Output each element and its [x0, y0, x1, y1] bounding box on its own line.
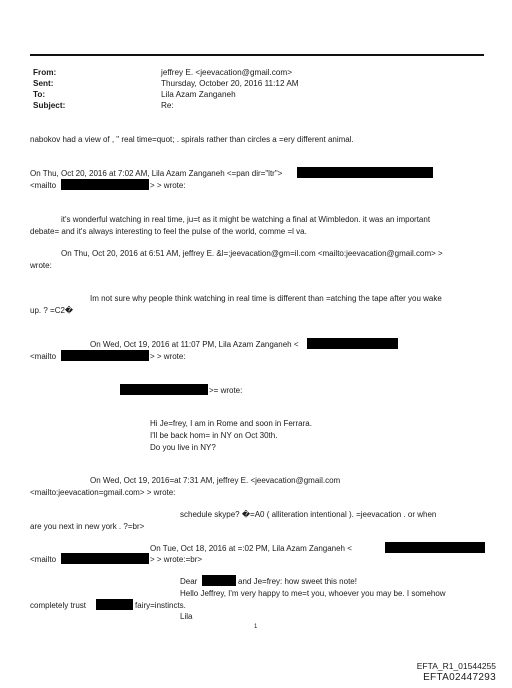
- body-line: and Je=frey: how sweet this note!: [238, 577, 357, 586]
- body-line: Hi Je=frey, I am in Rome and soon in Ferrara.: [150, 419, 312, 428]
- body-line: up. ? =C2�: [30, 306, 74, 315]
- body-line: <mailto:jeevacation=gmail.com> > wrote:: [30, 488, 176, 497]
- redaction-box: [297, 167, 433, 178]
- body-line: <mailto: [30, 555, 57, 564]
- bates-number-small: EFTA_R1_01544255: [416, 661, 496, 671]
- body-line: wrote:: [30, 261, 52, 270]
- body-line: <mailto: [30, 181, 57, 190]
- redaction-box: [202, 575, 236, 586]
- redaction-box: [120, 384, 208, 395]
- to-value: Lila Azam Zanganeh: [161, 90, 236, 99]
- body-line: debate= and it's always interesting to feel the pulse of the world, comme =l va.: [30, 227, 307, 236]
- redaction-box: [385, 542, 485, 553]
- body-line: >= wrote:: [209, 386, 243, 395]
- body-line: Hello Jeffrey, I'm very happy to me=t you, whoever you may be. I somehow: [180, 589, 446, 598]
- page-number: 1: [254, 624, 258, 630]
- quote-header: On Thu, Oct 20, 2016 at 7:02 AM, Lila Azam Zanganeh <=pan dir="ltr">: [30, 169, 283, 178]
- body-line: > > wrote:: [150, 181, 186, 190]
- body-line: <mailto: [30, 352, 57, 361]
- sent-label: Sent:: [33, 79, 54, 88]
- quote-header: On Wed, Oct 19, 2016=at 7:31 AM, jeffrey E. <jeevacation@gmail.com: [90, 476, 341, 485]
- redaction-box: [61, 179, 149, 190]
- redaction-box: [61, 553, 149, 564]
- body-line: > > wrote:: [150, 352, 186, 361]
- body-line: schedule skype? �=A0 ( alliteration intentional ). =jeevacation . or when: [180, 510, 437, 519]
- redaction-box: [307, 338, 398, 349]
- subject-label: Subject:: [33, 101, 66, 110]
- body-line: nabokov had a view of , " real time=quot; . spirals rather than circles a =ery different animal.: [30, 135, 354, 144]
- sent-value: Thursday, October 20, 2016 11:12 AM: [161, 79, 299, 88]
- body-line: I'll be back hom= in NY on Oct 30th.: [150, 431, 278, 440]
- body-line: Do you live in NY?: [150, 443, 216, 452]
- from-label: From:: [33, 68, 57, 77]
- quote-header: On Wed, Oct 19, 2016 at 11:07 PM, Lila Azam Zanganeh <: [90, 340, 299, 349]
- header-rule: [30, 54, 484, 56]
- body-line: are you next in new york . ?=br>: [30, 522, 145, 531]
- subject-value: Re:: [161, 101, 174, 110]
- to-label: To:: [33, 90, 46, 99]
- body-line: completely trust: [30, 601, 87, 610]
- body-line: > > wrote:=br>: [150, 555, 203, 564]
- redaction-box: [96, 599, 133, 610]
- body-line: Im not sure why people think watching in real time is different than =atching the tape after you wake: [90, 294, 442, 303]
- body-line: fairy=instincts.: [135, 601, 186, 610]
- redaction-box: [61, 350, 149, 361]
- quote-header: On Thu, Oct 20, 2016 at 6:51 AM, jeffrey E. &l=;jeevacation@gm=il.com <mailto:jeevacation@gmail.com> >: [61, 249, 443, 258]
- bates-number-large: EFTA02447293: [423, 672, 496, 683]
- from-value: jeffrey E. <jeevacation@gmail.com>: [161, 68, 293, 77]
- body-line: Dear: [180, 577, 198, 586]
- quote-header: On Tue, Oct 18, 2016 at =:02 PM, Lila Azam Zanganeh <: [150, 544, 352, 553]
- signature: Lila: [180, 612, 193, 621]
- body-line: it's wonderful watching in real time, ju=t as it might be watching a final at Wimbledon. it was an important: [61, 215, 431, 224]
